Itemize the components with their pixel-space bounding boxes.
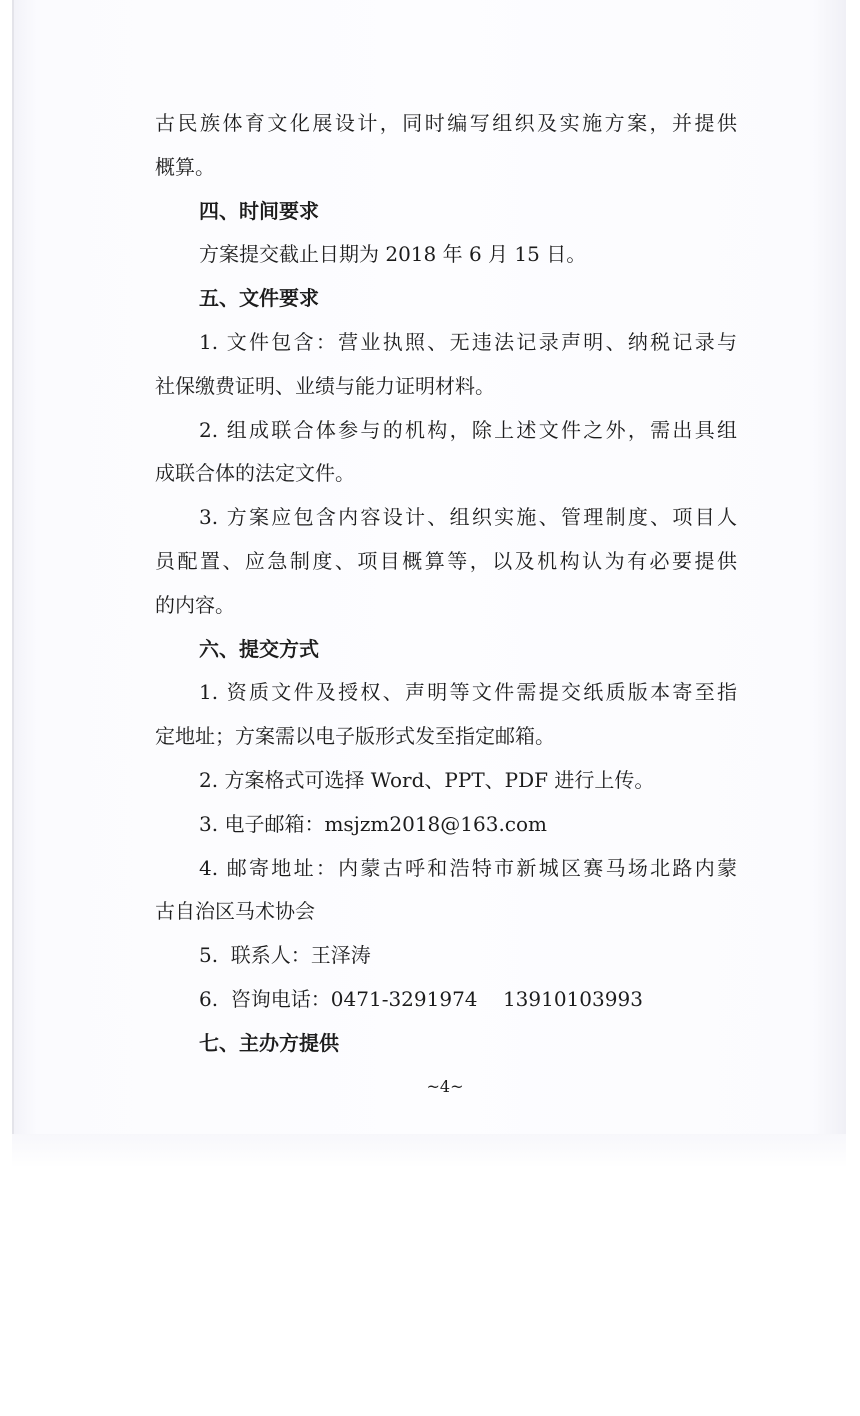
submission-item-address: 4. 邮寄地址：内蒙古呼和浩特市新城区赛马场北路内蒙 [199, 855, 737, 880]
document-item-3: 3. 方案应包含内容设计、组织实施、管理制度、项目人 [199, 505, 737, 530]
section-heading-documents: 五、文件要求 [199, 286, 319, 311]
submission-item-1-cont: 定地址；方案需以电子版形式发至指定邮箱。 [155, 724, 555, 749]
document-item-3-end: 的内容。 [155, 592, 235, 617]
submission-item-2: 2. 方案格式可选择 Word、PPT、PDF 进行上传。 [199, 767, 655, 792]
document-body [155, 102, 737, 1066]
scan-bottom-edge [12, 1134, 846, 1168]
scan-edge [12, 0, 14, 1168]
section-heading-submission: 六、提交方式 [199, 636, 319, 661]
document-item-1: 1. 文件包含：营业执照、无违法记录声明、纳税记录与 [199, 329, 737, 354]
submission-item-1: 1. 资质文件及授权、声明等文件需提交纸质版本寄至指 [199, 680, 737, 705]
deadline-text: 方案提交截止日期为 2018 年 6 月 15 日。 [199, 242, 587, 267]
document-item-3-cont: 员配置、应急制度、项目概算等，以及机构认为有必要提供 [155, 548, 737, 573]
paragraph-line: 概算。 [155, 154, 215, 179]
submission-item-email: 3. 电子邮箱：msjzm2018@163.com [199, 811, 548, 836]
document-item-2: 2. 组成联合体参与的机构，除上述文件之外，需出具组 [199, 417, 737, 442]
submission-item-contact: 5. 联系人：王泽涛 [199, 943, 371, 968]
document-item-1-cont: 社保缴费证明、业绩与能力证明材料。 [155, 373, 495, 398]
document-item-2-cont: 成联合体的法定文件。 [155, 461, 355, 486]
page-number: ~4~ [426, 1077, 464, 1096]
submission-item-address-cont: 古自治区马术协会 [155, 899, 315, 924]
paragraph-line: 古民族体育文化展设计，同时编写组织及实施方案，并提供 [155, 111, 737, 135]
submission-item-phone: 6. 咨询电话：0471-3291974 13910103993 [199, 986, 643, 1011]
section-heading-organizer: 七、主办方提供 [199, 1030, 339, 1055]
section-heading-time: 四、时间要求 [199, 198, 319, 223]
